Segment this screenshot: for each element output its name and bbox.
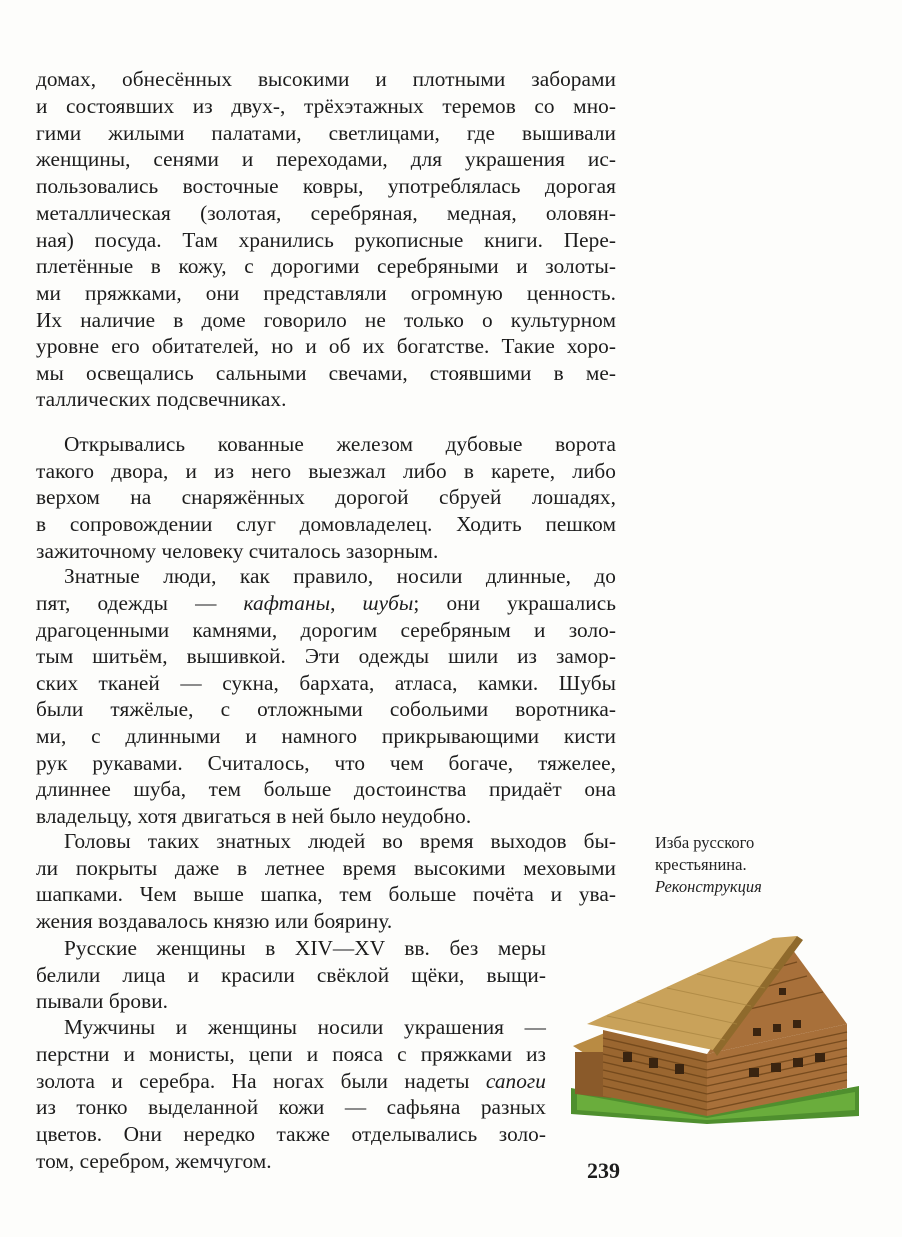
text-span: , — [330, 591, 363, 615]
term-sapogi: сапоги — [485, 1069, 546, 1093]
text-line: Знатные люди, как правило, носили длинные, до — [64, 564, 616, 588]
text-line: женщины, сенями и переходами, для украшения ис- — [36, 147, 616, 171]
term-kaftany: кафтаны — [243, 591, 331, 615]
text-line: в сопровождении слуг домовладелец. Ходить пешком — [36, 512, 616, 536]
illustration-caption — [655, 832, 762, 898]
text-line: драгоценными камнями, дорогим серебряным и золо- — [36, 618, 616, 642]
text-line: Открывались кованные железом дубовые ворота — [64, 432, 616, 456]
text-line: пользовались восточные ковры, употреблялась дорогая — [36, 174, 616, 198]
caption-line: Изба русского — [655, 833, 755, 852]
text-span: ; они украшались — [413, 591, 616, 615]
text-line: верхом на снаряжённых дорогой сбруей лошадях, — [36, 485, 616, 509]
text-line: из тонко выделанной кожи — сафьяна разных — [36, 1095, 546, 1119]
text-line: рук рукавами. Считалось, что чем богаче, тяжелее, — [36, 751, 616, 775]
text-line: перстни и монисты, цепи и пояса с пряжками из — [36, 1042, 546, 1066]
text-line: пывали брови. — [36, 989, 169, 1013]
text-line: домах, обнесённых высокими и плотными заборами — [36, 67, 616, 91]
text-line: том, серебром, жемчугом. — [36, 1149, 272, 1173]
text-line: ми, с длинными и намного прикрывающими кисти — [36, 724, 616, 748]
page-number: 239 — [587, 1158, 620, 1183]
caption-line: крестьянина. — [655, 855, 747, 874]
text-line: Мужчины и женщины носили украшения — — [64, 1015, 546, 1039]
text-line: ских тканей — сукна, бархата, атласа, камки. Шубы — [36, 671, 616, 695]
text-line: длиннее шуба, тем больше достоинства придаёт она — [36, 777, 616, 801]
text-line: тым шитьём, вышивкой. Эти одежды шили из замор- — [36, 644, 616, 668]
text-line: Головы таких знатных людей во время выходов бы- — [64, 829, 616, 853]
text-line: мы освещались сальными свечами, стоявшими в ме- — [36, 361, 616, 385]
text-line: металлическая (золотая, серебряная, медная, оловян- — [36, 201, 616, 225]
text-line — [36, 590, 616, 617]
text-line: зажиточному человеку считалось зазорным. — [36, 539, 439, 563]
text-line: ная) посуда. Там хранились рукописные книги. Пере- — [36, 228, 616, 252]
text-line — [36, 1068, 546, 1095]
text-line: гими жилыми палатами, светлицами, где вышивали — [36, 121, 616, 145]
text-line: ми пряжками, они представляли огромную ценность. — [36, 281, 616, 305]
text-line: Русские женщины в XIV—XV вв. без меры — [64, 936, 546, 960]
text-line: и состоявших из двух-, трёхэтажных теремов со мно- — [36, 94, 616, 118]
text-line: Их наличие в доме говорило не только о культурном — [36, 308, 616, 332]
text-line: таллических подсвечниках. — [36, 387, 287, 411]
caption-line: Реконструкция — [655, 877, 762, 896]
text-line: такого двора, и из него выезжал либо в карете, либо — [36, 459, 616, 483]
text-line: владельцу, хотя двигаться в ней было неудобно. — [36, 804, 472, 828]
text-line: шапками. Чем выше шапка, тем больше почёта и ува- — [36, 882, 616, 906]
text-line: ли покрыты даже в летнее время высокими меховыми — [36, 856, 616, 880]
text-span: золота и серебра. На ногах были надеты — [36, 1069, 486, 1093]
text-line: цветов. Они нередко также отделывались золо- — [36, 1122, 546, 1146]
text-line: белили лица и красили свёклой щёки, выщи- — [36, 963, 546, 987]
text-span: пят, одежды — — [36, 591, 244, 615]
log-house-illustration — [567, 928, 859, 1124]
text-line: уровне его обитателей, но и об их богатстве. Такие хоро- — [36, 334, 616, 358]
text-line: были тяжёлые, с отложными собольими воротника- — [36, 697, 616, 721]
term-shuby: шубы — [362, 591, 414, 615]
text-line: жения воздавалось князю или боярину. — [36, 909, 393, 933]
text-line: плетённые в кожу, с дорогими серебряными и золоты- — [36, 254, 616, 278]
